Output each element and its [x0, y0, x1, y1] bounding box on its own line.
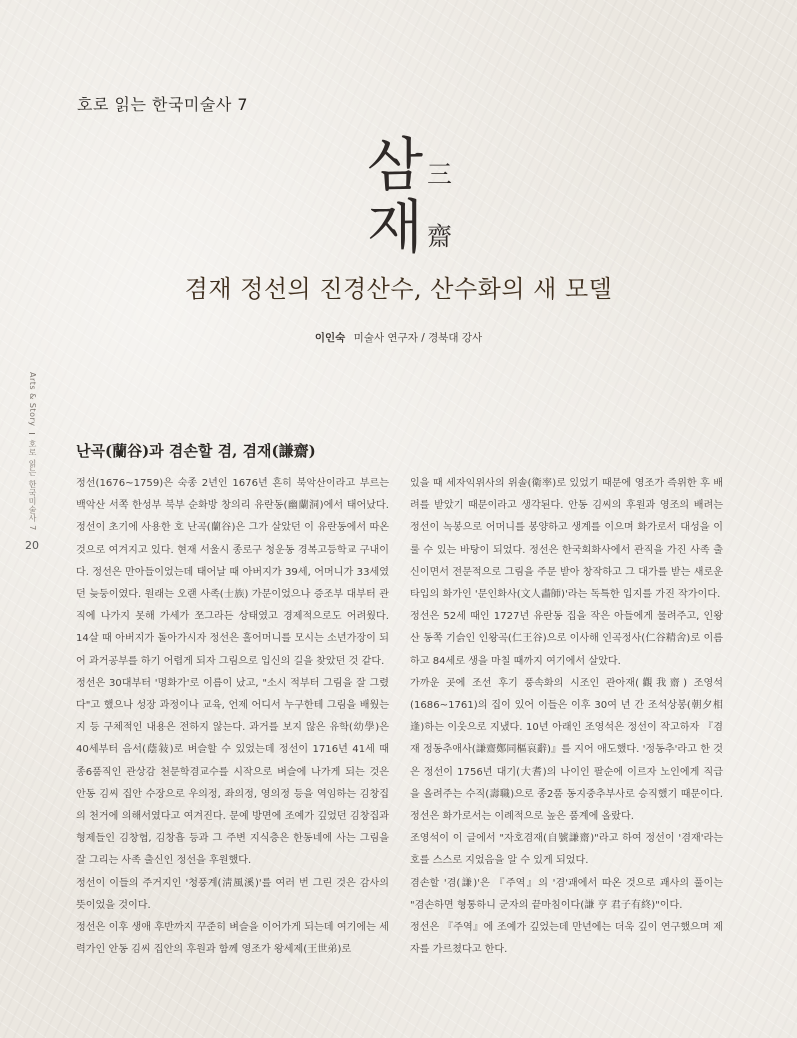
title-hangul-2: 재: [367, 193, 424, 261]
page-number: 20: [25, 539, 39, 552]
title-hanja-2: 齋: [427, 222, 453, 251]
body-column-left: [76, 473, 389, 961]
title-line-2: [367, 194, 452, 260]
title-line-1: [367, 132, 452, 198]
body-paragraph: 겸손할 '겸(謙)'은 『주역』의 '겸'괘에서 따온 것으로 괘사의 풀이는 "겸손하면 형통하니 군자의 끝마침이다(謙 亨 君子有終)"이다.: [410, 877, 723, 911]
body-paragraph: 정선은 『주역』에 조예가 깊었는데 만년에는 더욱 깊이 연구했으며 제자를 가르쳤다고 한다.: [410, 922, 723, 956]
author-name: 이인숙: [314, 332, 346, 344]
title-hanja-1: 三: [427, 160, 453, 189]
subtitle: 겸재 정선의 진경산수, 산수화의 새 모델: [184, 275, 613, 303]
body-paragraph: 있을 때 세자익위사의 위솔(衛率)로 있었기 때문에 영조가 즉위한 후 배려를 받았기 때문이라고 생각된다. 안동 김씨의 후원과 영조의 배려는 정선이 녹봉으로 어머니를 봉양하고 생계를 이으며 화가로서 대성을 이룰 수 있는 바탕이 되었다. 정선은 한국회화사에서 관직을 가진 사족 출신이면서 전문적으로 그림을 주문 받아 창작하고 그 대가를 받는 새로운 타입의 화가인 '문인화사(文人畵師)'라는 독특한 입지를 가진 작가이다.: [410, 478, 723, 601]
body-paragraph: 조영석이 이 글에서 "자호겸재(自號謙齋)"라고 하여 정선이 '겸재'라는 호를 스스로 지었음을 알 수 있게 되었다.: [410, 833, 723, 867]
body-paragraph: 가까운 곳에 조선 후기 풍속화의 시조인 관아재(觀我齋) 조영석(1686~1761)의 집이 있어 이들은 이후 30여 년 간 조석상봉(朝夕相逢)하는 이웃으로 지냈다. 10년 아래인 조영석은 정선이 작고하자 『겸재 정동추애사(謙齋鄭同樞哀辭)』를 지어 애도했다. '정동추'라고 한 것은 정선이 1756년 대기(大耆)의 나이인 팔순에 이르자 노인에게 직급을 올려주는 수직(壽職)으로 종2품 동지중추부사로 승직했기 때문이다. 정선은 화가로서는 이례적으로 높은 품계에 올랐다.: [410, 677, 723, 823]
series-title: 호로 읽는 한국미술사 7: [77, 95, 249, 114]
title-hangul-1: 삼: [367, 131, 424, 199]
body-paragraph: 정선(1676~1759)은 숙종 2년인 1676년 흔히 북악산이라고 부르는 백악산 서쪽 한성부 북부 순화방 창의리 유란동(幽蘭洞)에서 태어났다. 정선이 초기에 사용한 호 난곡(蘭谷)은 그가 살았던 이 유란동에서 따온 것으로 여겨지고 있다. 현재 서울시 종로구 청운동 경복고등학교 구내이다. 정선은 만아들이었는데 태어날 때 아버지가 39세, 어머니가 33세였던 늦둥이였다. 원래는 오랜 사족(士族) 가문이었으나 증조부 대부터 관직에 나가지 못해 가세가 쪼그라든 상태였고 경제적으로도 어려웠다. 14살 때 아버지가 돌아가시자 정선은 홀어머니를 모시는 소년가장이 되어 과거공부를 하기 어렵게 되자 그림으로 입신의 길을 찾았던 것 같다.: [76, 478, 389, 667]
side-magazine-name: Arts & Story: [28, 372, 37, 427]
side-section-name: 호로 읽는 한국미술사 7: [28, 439, 37, 531]
side-divider: [29, 433, 35, 434]
body-paragraph: 정선이 이들의 주거지인 '청풍계(淸風溪)'를 여러 번 그린 것은 감사의 뜻이었을 것이다.: [76, 877, 389, 911]
body-paragraph: 정선은 이후 생애 후반까지 꾸준히 벼슬을 이어가게 되는데 여기에는 세력가인 안동 김씨 집안의 후원과 함께 영조가 왕세제(王世弟)로: [76, 922, 389, 956]
side-running-label: [24, 372, 38, 531]
section-heading: 난곡(蘭谷)과 겸손할 겸, 겸재(謙齋): [76, 442, 316, 460]
body-column-right: [410, 473, 723, 961]
body-paragraph: 정선은 52세 때인 1727년 유란동 집을 작은 아들에게 물려주고, 인왕산 동쪽 기슭인 인왕곡(仁王谷)으로 이사해 인곡정사(仁谷精舍)로 이름하고 84세로 생을 마칠 때까지 여기에서 살았다.: [410, 611, 723, 667]
byline: [0, 330, 797, 345]
body-paragraph: 정선은 30대부터 '명화가'로 이름이 났고, "소시 적부터 그림을 잘 그렸다"고 했으나 성장 과정이나 교육, 언제 어디서 누구한테 그림을 배웠는지 등 구체적인 내용은 전하지 않는다. 과거를 보지 않은 유학(幼學)은 40세부터 음서(蔭敍)로 벼슬할 수 있었는데 정선이 1716년 41세 때 종6품직인 관상감 천문학겸교수를 시작으로 벼슬에 나가게 되는 것은 안동 김씨 집안 수장으로 우의정, 좌의정, 영의정 등을 역임하는 김창집의 천거에 의해서였다고 여겨진다. 문예 방면에 조예가 깊었던 김창집과 형제들인 김창협, 김창흡 등과 그 주변 지식층은 한동네에 사는 그림을 잘 그리는 사족 출신인 정선을 후원했다.: [76, 677, 389, 867]
author-affiliation: 미술사 연구자 / 경북대 강사: [353, 332, 483, 344]
